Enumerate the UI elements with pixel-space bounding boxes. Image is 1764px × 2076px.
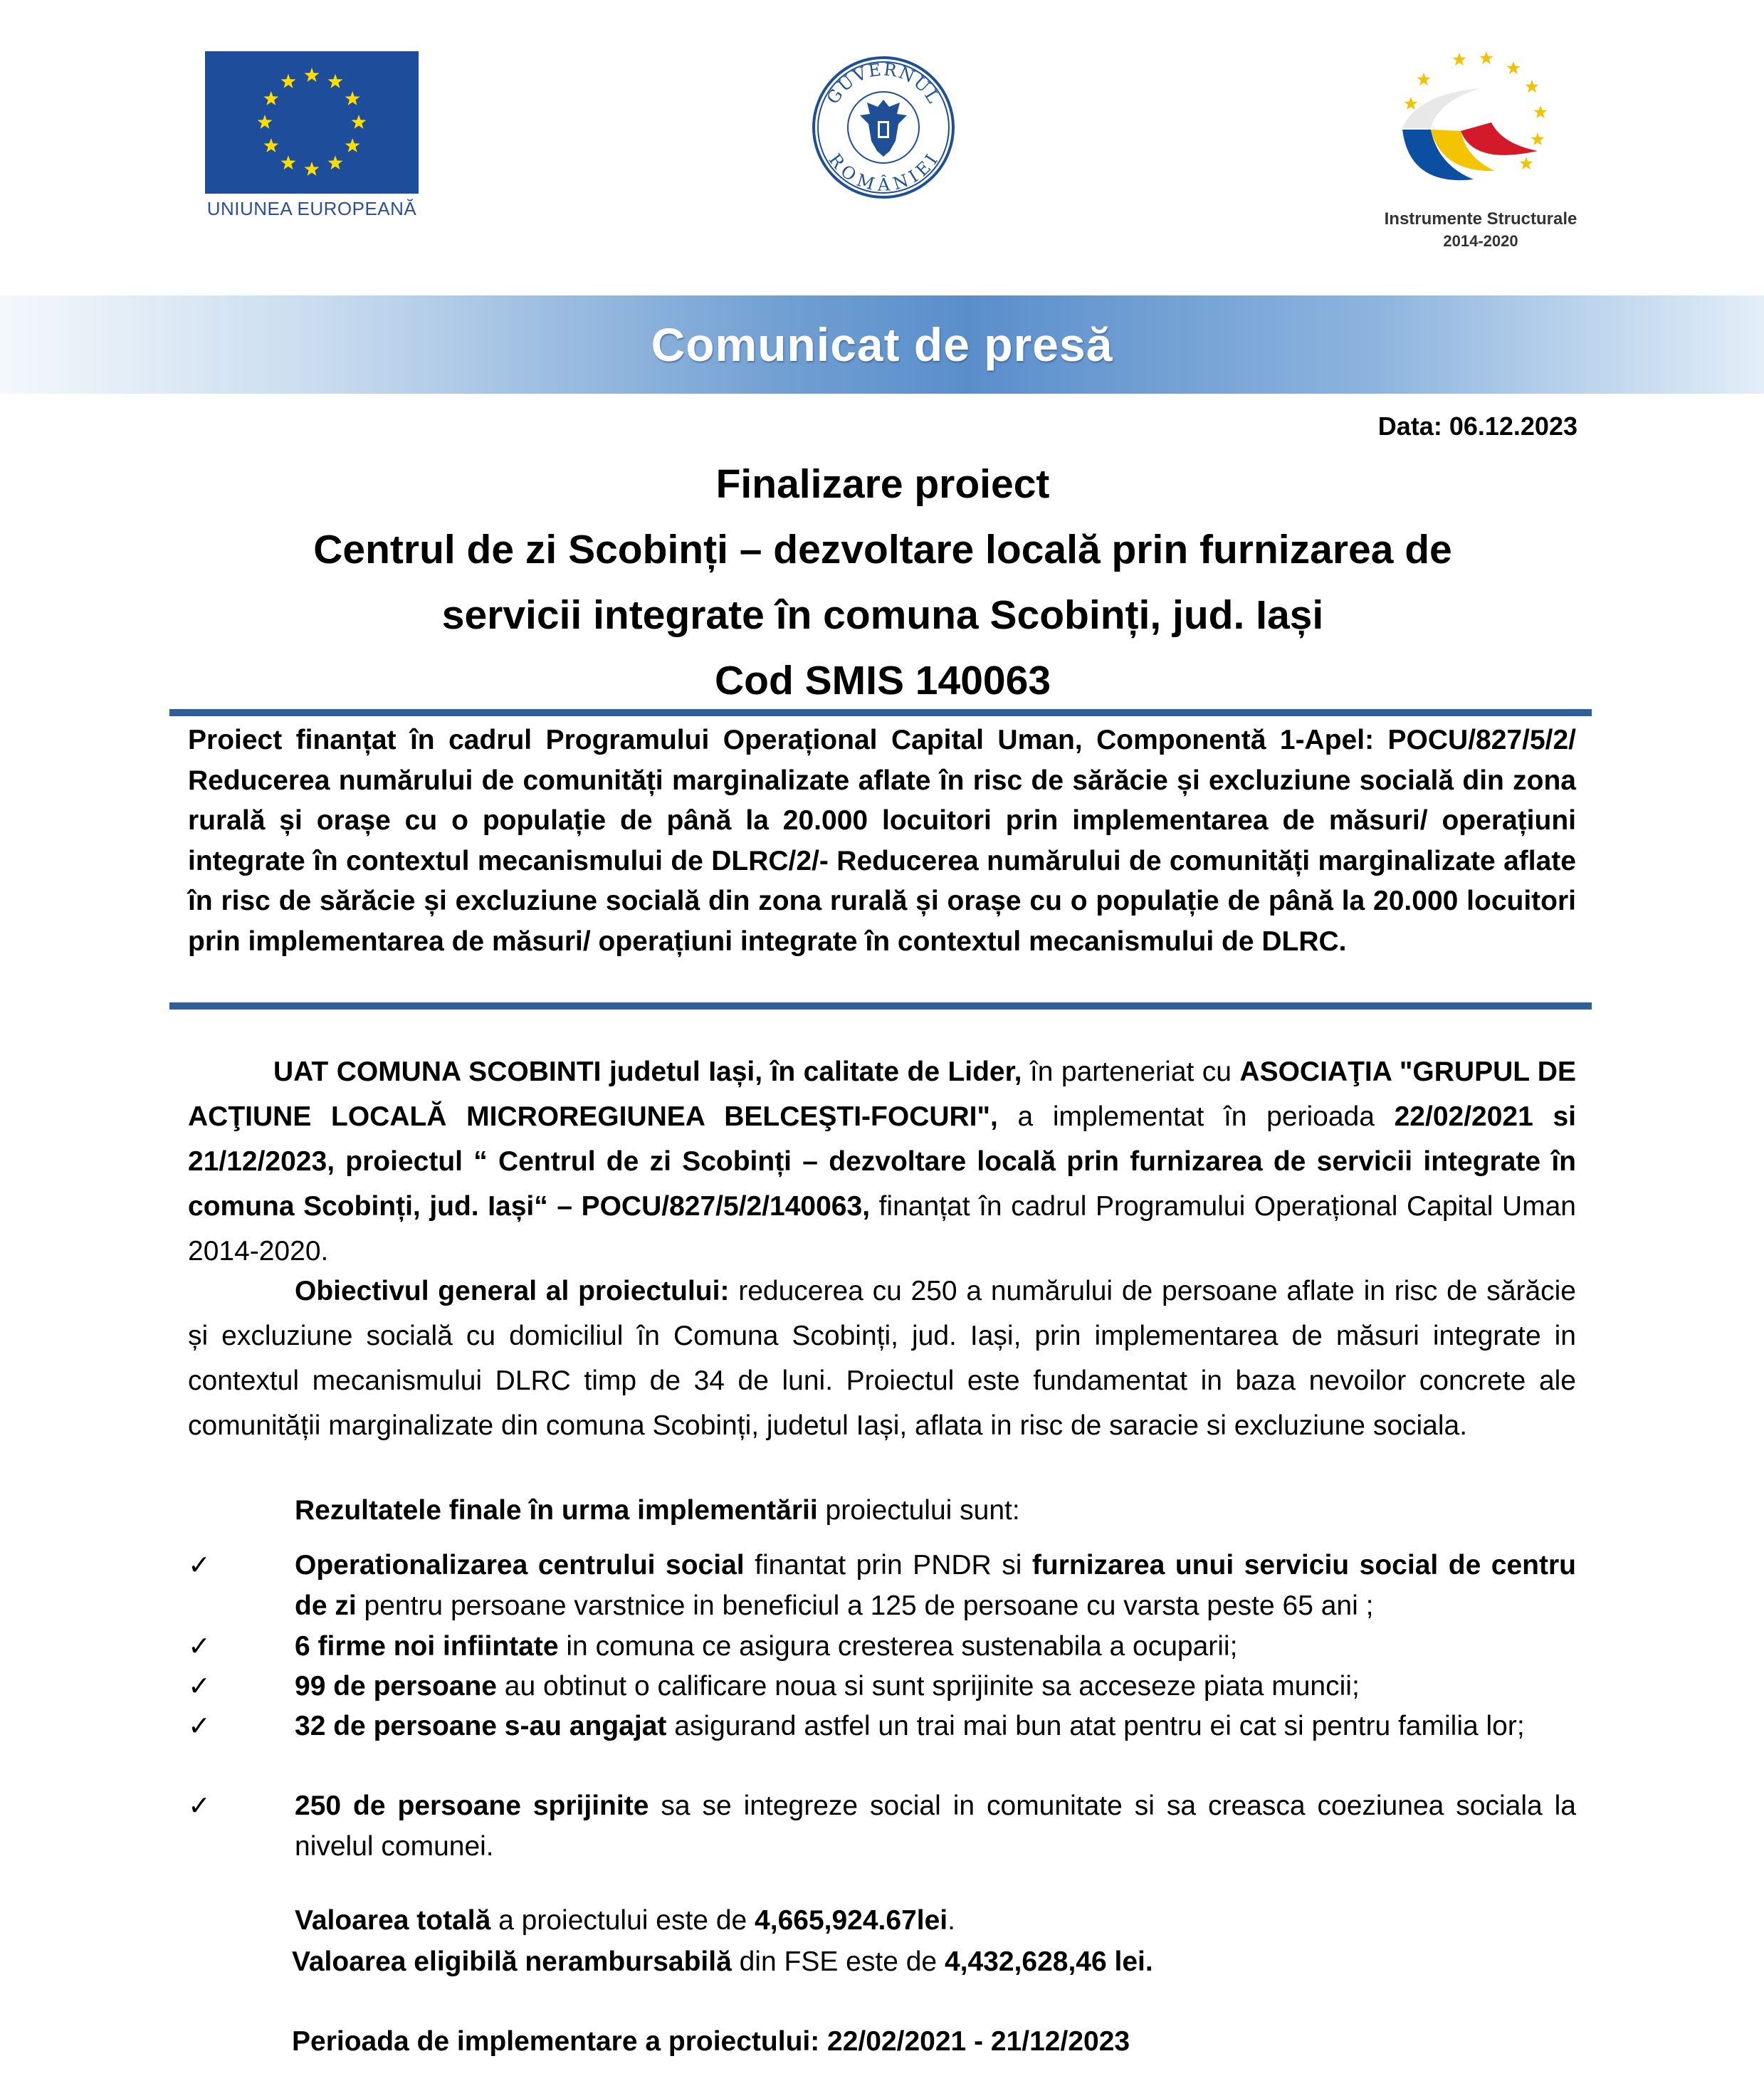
total-value-line (295, 1905, 955, 1936)
eu-star-icon (263, 138, 278, 152)
results-intro (295, 1488, 1020, 1533)
eu-stars-icon (205, 51, 419, 194)
checkmark-icon: ✓ (188, 1670, 211, 1702)
list-item-text (295, 1626, 1576, 1667)
checkmark-icon: ✓ (188, 1549, 211, 1580)
eu-star-icon (345, 91, 360, 105)
objective-text: reducerea cu 250 a numărului de persoane aflate in risc de sărăcie și excluziune socială cu domiciliul în Comuna Scobinți, jud. Iași, prin implementarea de măsuri integrate in contextul mecanismului DLRC timp de 34 de luni. Proiectul este fundamentat in baza nevoilor concrete ale comunității marginalizate din comuna Scobinți, judetul Iași, aflata in risc de saracie si excluziune sociala. (188, 1276, 1576, 1441)
is-star-icon (1417, 73, 1431, 85)
checkmark-icon: ✓ (188, 1710, 211, 1741)
list-item-text (295, 1666, 1576, 1707)
eu-star-icon (345, 138, 360, 152)
is-star-icon (1453, 53, 1466, 65)
is-star-icon (1531, 132, 1545, 145)
is-star-icon (1507, 61, 1521, 74)
paragraph-objective (188, 1269, 1576, 1448)
eligible-amount: 4,432,628,46 lei. (944, 1946, 1153, 1977)
eu-logo (205, 51, 419, 226)
eu-star-icon (258, 115, 273, 129)
divider-bottom (169, 1002, 1592, 1010)
list-item-text (295, 1786, 1576, 1867)
bullet-bold-1: 250 de persoane sprijinite (295, 1791, 649, 1821)
results-label: Rezultatele finale în urma implementării (295, 1495, 818, 1526)
paragraph-implementation (188, 1049, 1576, 1274)
partner-name: ASOCIAŢIA "GRUPUL DE ACŢIUNE LOCALĂ MICROREGIUNEA BELCEŞTI-FOCURI", (188, 1057, 1576, 1132)
government-seal-icon (812, 56, 955, 199)
eu-star-icon (263, 91, 278, 105)
headline-line-2: Centrul de zi Scobinți – dezvoltare locală prin furnizarea de (313, 527, 1452, 572)
bullet-text-1: au obtinut o calificare noua si sunt sprijinite sa acceseze piata muncii; (496, 1671, 1360, 1702)
structural-instruments-emblem-icon (1374, 44, 1587, 208)
funding-statement: Proiect finanțat în cadrul Programului Operațional Capital Uman, Componentă 1-Apel: POCU/827/5/2/ Reducerea numărului de comunități marginalizate aflate în risc de sărăcie și excluziune socială din zona rurală și orașe cu o populație de până la 20.000 locuitori prin implementarea de măsuri/ operațiuni integrate în contextul mecanismului de DLRC/2/- Reducerea numărului de comunități marginalizate aflate în risc de sărăcie și excluziune socială din zona rurală și orașe cu o populație de până la 20.000 locuitori prin implementarea de măsuri/ operațiuni integrate în contextul mecanismului de DLRC. (188, 725, 1576, 957)
bullet-bold-1: 32 de persoane s-au angajat (295, 1711, 667, 1741)
para1-text-2: a implementat în perioada (997, 1101, 1395, 1132)
is-star-icon (1480, 51, 1493, 64)
project-title-period: 22/02/2021 si 21/12/2023, proiectul “ Centrul de zi Scobinți – dezvoltare locală prin furnizarea de servicii integrate în comuna Scobinți, jud. Iași“ – POCU/827/5/2/140063, (188, 1101, 1576, 1222)
bullet-text-1: in comuna ce asigura cresterea sustenabila a ocuparii; (558, 1631, 1238, 1662)
headline-line-1: Finalizare proiect (715, 461, 1050, 507)
banner-title: Comunicat de presă (651, 318, 1113, 371)
checkmark-icon: ✓ (188, 1790, 211, 1821)
para1-text-3: finanțat în cadrul Programului Operațional Capital Uman 2014-2020. (188, 1191, 1576, 1267)
eu-star-icon (328, 155, 343, 169)
objective-label: Obiectivul general al proiectului: (295, 1276, 730, 1306)
document-date: Data: 06.12.2023 (1377, 411, 1577, 441)
eu-caption: UNIUNEA EUROPEANĂ (206, 198, 417, 219)
bullet-text-2: pentru persoane varstnice in beneficiul a 125 de persoane cu varsta peste 65 ani ; (356, 1590, 1374, 1621)
bullet-bold-1: 99 de persoane (295, 1671, 497, 1702)
structural-instruments-logo (1374, 44, 1587, 251)
total-text: a proiectului este de (490, 1905, 755, 1936)
headline-line-3: servicii integrate în comuna Scobinți, jud. Iași (441, 592, 1324, 638)
eu-star-icon (305, 68, 320, 82)
headline-line-4: Cod SMIS 140063 (714, 658, 1051, 703)
gov-text-bottom: ROMÂNIEI (824, 150, 943, 195)
total-end: . (947, 1905, 955, 1936)
eu-flag (205, 51, 419, 194)
gov-text-top: GUVERNUL (822, 59, 945, 108)
eu-star-icon (281, 74, 296, 88)
divider-top (169, 709, 1592, 716)
bullet-bold-1: 6 firme noi infiintate (295, 1631, 559, 1662)
is-star-icon (1520, 157, 1533, 169)
eu-star-icon (352, 115, 367, 129)
eu-star-icon (328, 74, 343, 88)
bullet-text-1: sa se integreze social in comunitate si sa creasca coeziunea sociala la nivelul comunei. (295, 1791, 1576, 1862)
press-release-banner (0, 295, 1764, 394)
list-item-text (295, 1545, 1576, 1626)
eu-star-icon (281, 155, 296, 169)
eligible-text: din FSE este de (731, 1946, 945, 1977)
headline (178, 451, 1587, 713)
lead-partner: UAT COMUNA SCOBINTI judetul Iași, în calitate de Lider, (273, 1057, 1022, 1087)
is-star-icon (1526, 80, 1539, 93)
para1-text-1: în parteneriat cu (1022, 1057, 1240, 1087)
total-amount: 4,665,924.67lei (755, 1905, 948, 1936)
bullet-text-1: asigurand astfel un trai mai bun atat pentru ei cat si pentru familia lor; (666, 1711, 1525, 1741)
checkmark-icon: ✓ (188, 1630, 211, 1662)
is-caption-line1: Instrumente Structurale (1384, 209, 1577, 229)
bullet-bold-2: furnizarea unui serviciu social de centru de zi (295, 1550, 1576, 1621)
total-label: Valoarea totală (295, 1905, 491, 1936)
eu-star-icon (305, 162, 320, 176)
is-star-icon (1534, 105, 1548, 118)
bullet-bold-1: Operationalizarea centrului social (295, 1550, 745, 1580)
is-star-icon (1405, 97, 1418, 110)
eligible-label: Valoarea eligibilă nerambursabilă (292, 1946, 732, 1977)
romanian-government-logo (812, 56, 955, 199)
results-text: proiectului sunt: (817, 1495, 1020, 1526)
eligible-value-line (292, 1946, 1153, 1978)
is-caption-line2: 2014-2020 (1443, 232, 1518, 250)
implementation-period: Perioada de implementare a proiectului: 22/02/2021 - 21/12/2023 (292, 2026, 1130, 2057)
bullet-text-1: finantat prin PNDR si (744, 1550, 1032, 1580)
list-item-text (295, 1706, 1576, 1746)
